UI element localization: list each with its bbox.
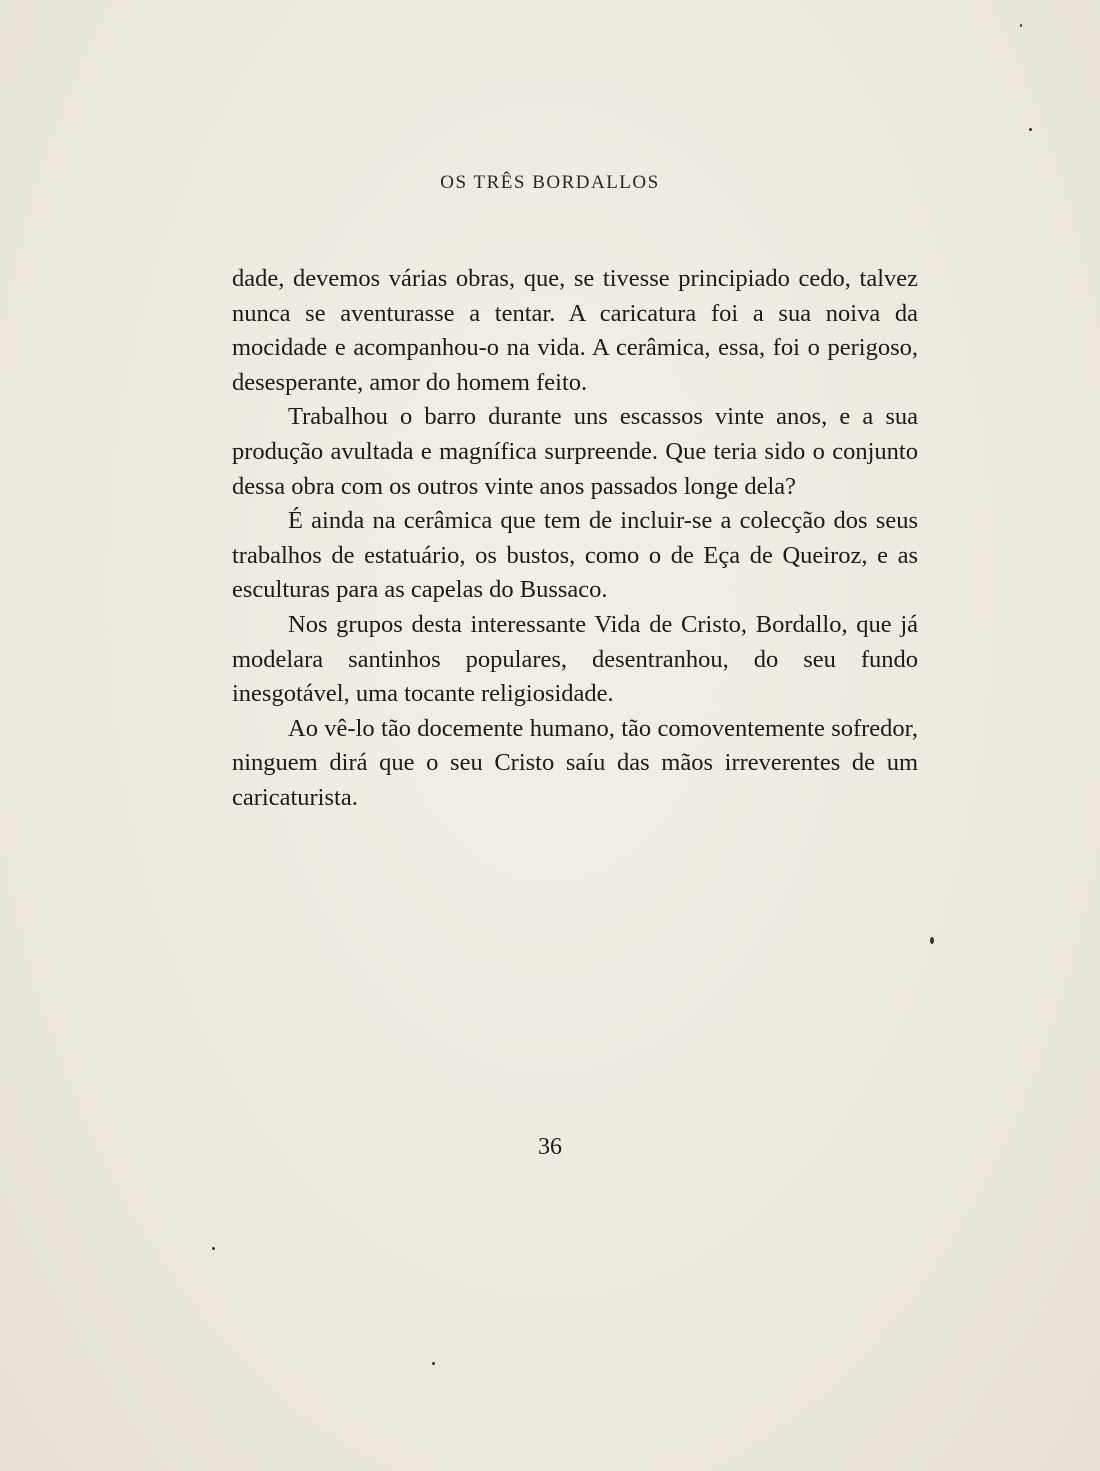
paragraph: É ainda na cerâmica que tem de incluir-se a colecção dos seus trabalhos de estatuário, os bustos, como o de Eça de Queiroz, e as esculturas para as capelas do Bussaco. xyxy=(232,507,918,604)
paragraph: Ao vê-lo tão docemente humano, tão comoventemente sofredor, ninguem dirá que o seu Cristo saíu das mãos irreverentes de um caricaturista. xyxy=(232,714,918,811)
paper-speck xyxy=(930,937,934,944)
paper-speck xyxy=(212,1247,215,1250)
body-text xyxy=(232,262,918,816)
running-head-title: OS TRÊS BORDALLOS xyxy=(440,172,660,193)
paper-speck xyxy=(1020,24,1022,27)
paragraph-continuation: dade, devemos várias obras, que, se tivesse principiado cedo, talvez nunca se aventurasse a tentar. A caricatura foi a sua noiva da mocidade e acompanhou-o na vida. A cerâmica, essa, foi o perigoso, desesperante, amor do homem feito. xyxy=(232,265,918,396)
paragraph: Nos grupos desta interessante Vida de Cristo, Bordallo, que já modelara santinhos populares, desentranhou, do seu fundo inesgotável, uma tocante religiosidade. xyxy=(232,610,918,708)
paper-speck xyxy=(1029,128,1032,131)
paragraph: Trabalhou o barro durante uns escassos vinte anos, e a sua produção avultada e magnífica surpreende. Que teria sido o conjunto dessa obra com os outros vinte anos passados longe dela? xyxy=(232,403,918,500)
paper-speck xyxy=(432,1362,435,1365)
page-number: 36 xyxy=(538,1134,562,1160)
